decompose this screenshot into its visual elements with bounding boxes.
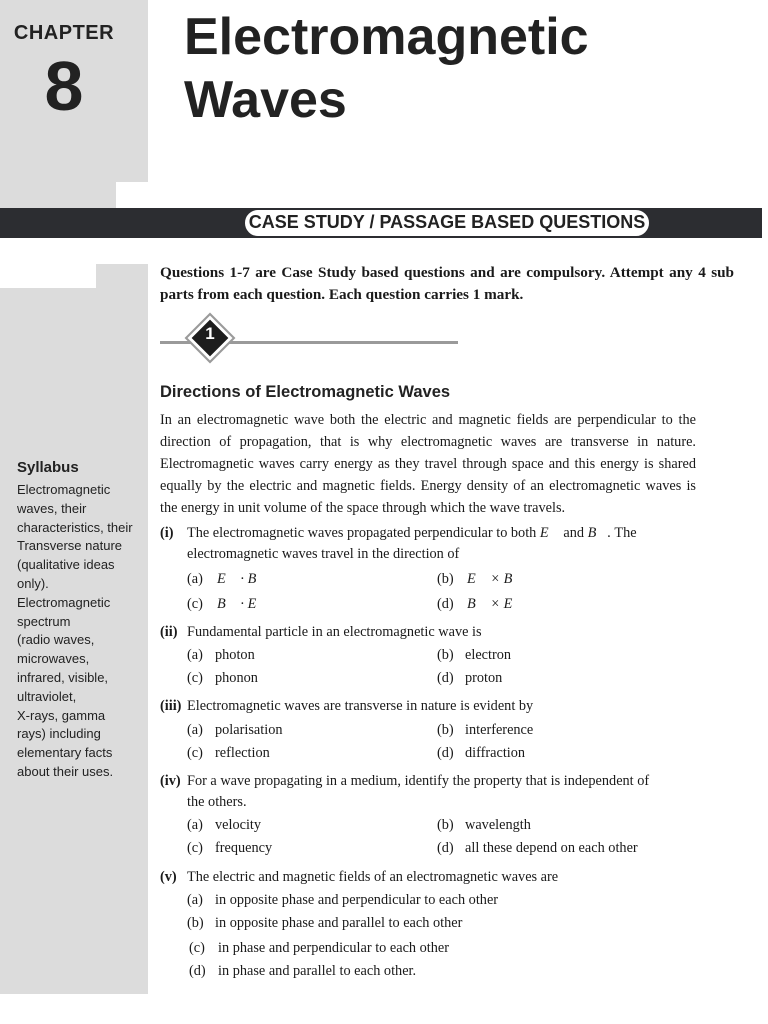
q3-number: (iii) — [160, 698, 182, 714]
q1-text-b: The — [614, 525, 637, 541]
q3-opt-b-label: (b) — [437, 722, 454, 738]
chapter-label: CHAPTER — [13, 22, 115, 44]
q3-opt-d: diffraction — [465, 745, 526, 761]
q4-number: (iv) — [160, 773, 181, 789]
q3-opt-a-label: (a) — [187, 722, 203, 738]
q1-text — [187, 523, 697, 543]
section-heading: Directions of Electromagnetic Waves — [160, 383, 451, 401]
q5-opt-d: in phase and parallel to each other. — [218, 963, 417, 979]
q1-vec-e: E⃗ — [539, 525, 560, 541]
q4-opt-b: wavelength — [465, 817, 531, 833]
q1-number: (i) — [160, 525, 174, 541]
q1-opt-d: B⃗ × E⃗ — [467, 596, 524, 612]
q2-opt-d: proton — [465, 670, 503, 686]
q5-text: The electric and magnetic fields of an electromagnetic waves are — [187, 869, 559, 885]
q4-opt-c: frequency — [215, 840, 273, 856]
q1-opt-d-label: (d) — [437, 596, 454, 612]
q1-vec-b: B⃗. — [587, 525, 612, 541]
q1-opt-a: E⃗ · B⃗ — [217, 571, 268, 587]
sidebar-notch — [0, 264, 96, 288]
q4-text: For a wave propagating in a medium, identify the property that is independent of — [187, 773, 650, 789]
q4-opt-b-label: (b) — [437, 817, 454, 833]
q1-opt-a-label: (a) — [187, 571, 203, 587]
syllabus-heading: Syllabus — [17, 459, 79, 476]
q2-opt-a: photon — [215, 647, 255, 663]
q1-line2: electromagnetic waves travel in the direction of — [187, 546, 460, 562]
q2-opt-a-label: (a) — [187, 647, 203, 663]
q5-opt-c: in phase and perpendicular to each other — [218, 940, 450, 956]
q4-opt-a: velocity — [215, 817, 262, 833]
q5-opt-b-label: (b) — [187, 915, 204, 931]
q3-opt-a: polarisation — [215, 722, 283, 738]
q3-opt-b: interference — [465, 722, 534, 738]
question-number: 1 — [205, 324, 215, 343]
q4-opt-d-label: (d) — [437, 840, 454, 856]
q4-line2: the others. — [187, 794, 247, 810]
q3-opt-c-label: (c) — [187, 745, 203, 761]
q4-opt-a-label: (a) — [187, 817, 203, 833]
q1-opt-b-label: (b) — [437, 571, 454, 587]
q2-opt-d-label: (d) — [437, 670, 454, 686]
q2-opt-b-label: (b) — [437, 647, 454, 663]
banner-text: CASE STUDY / PASSAGE BASED QUESTIONS — [248, 212, 646, 232]
syllabus-body: Electromagnetic waves, their characteristics, their Transverse nature (qualitative ideas only). Electromagnetic spectrum (radio waves, microwaves, infrared, visible, ultraviolet, X-rays, gamma rays) including elementary facts about their uses. — [17, 482, 133, 779]
q2-opt-b: electron — [465, 647, 512, 663]
q2-opt-c: phonon — [215, 670, 258, 686]
q1-opt-c: B⃗ · E⃗ — [217, 596, 268, 612]
q3-opt-d-label: (d) — [437, 745, 454, 761]
q5-opt-a: in opposite phase and perpendicular to each other — [215, 892, 499, 908]
q5-opt-c-label: (c) — [189, 940, 205, 956]
q3-opt-c: reflection — [215, 745, 270, 761]
chapter-title-line1: Electromagnetic — [184, 8, 589, 66]
q4-opt-d: all these depend on each other — [465, 840, 638, 856]
q2-opt-c-label: (c) — [187, 670, 203, 686]
q5-opt-b: in opposite phase and parallel to each other — [215, 915, 463, 931]
chapter-number: 8 — [44, 47, 84, 125]
q3-text: Electromagnetic waves are transverse in nature is evident by — [187, 698, 534, 714]
q5-opt-a-label: (a) — [187, 892, 203, 908]
q1-text-a: The electromagnetic waves propagated perpendicular to both — [187, 525, 537, 541]
q2-number: (ii) — [160, 624, 178, 640]
q1-opt-b: E⃗ × B⃗ — [467, 571, 524, 587]
q4-opt-c-label: (c) — [187, 840, 203, 856]
q5-number: (v) — [160, 869, 177, 885]
q2-text: Fundamental particle in an electromagnetic wave is — [187, 624, 482, 640]
passage: In an electromagnetic wave both the electric and magnetic fields are perpendicular to the direction of propagation, that is why electromagnetic waves are transverse in nature. Electromagnetic waves carry energy as they travel through space and this energy is shared equally by the electric and magnetic fields. Energy density of an electromagnetic waves is the energy in unit volume of the space through which the wave travels. — [160, 412, 696, 516]
q1-opt-c-label: (c) — [187, 596, 203, 612]
instructions: Questions 1-7 are Case Study based questions and are compulsory. Attempt any 4 sub parts from each question. Each question carries 1 mark. — [160, 264, 734, 303]
chapter-title — [184, 6, 589, 132]
chapter-title-line2: Waves — [184, 71, 347, 129]
q5-opt-d-label: (d) — [189, 963, 206, 979]
q1-and: and — [563, 525, 585, 541]
